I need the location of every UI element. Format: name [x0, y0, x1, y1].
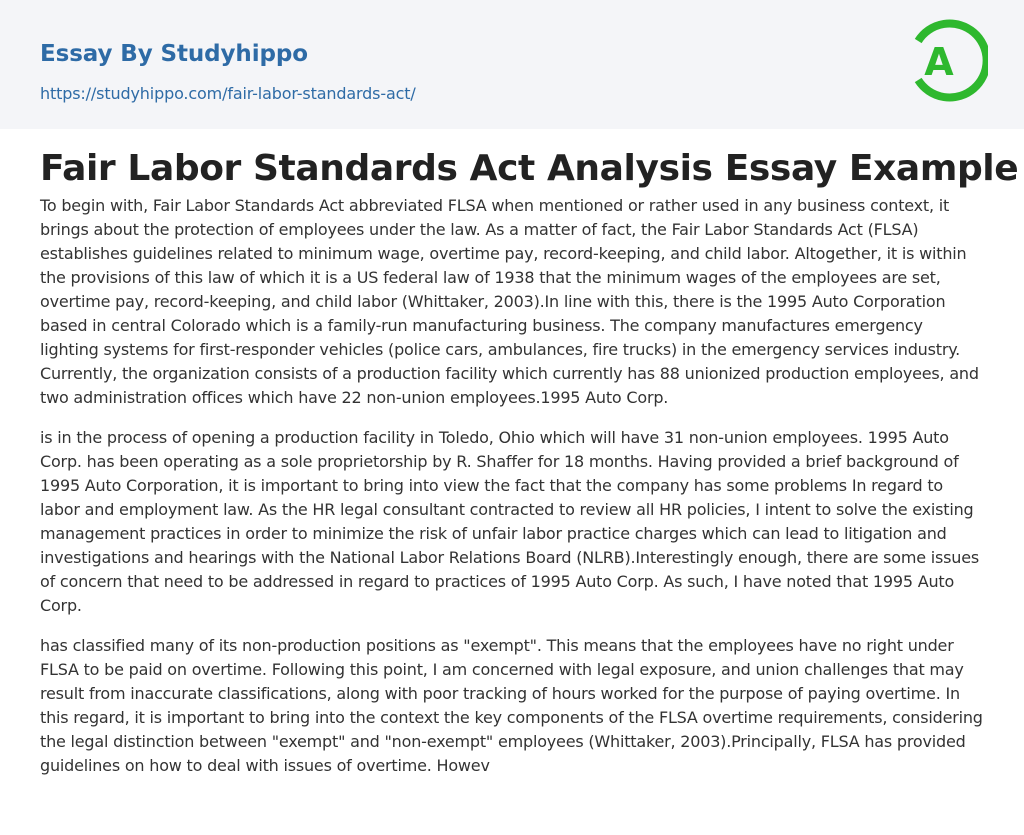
site-header: [0, 0, 1024, 129]
page-title: Fair Labor Standards Act Analysis Essay Example: [40, 148, 1019, 189]
article-paragraph: has classified many of its non-production positions as "exempt". This means that the employees have no right under FLSA to be paid on overtime. Following this point, I am concerned with legal exposure, and union challenges that may result from inaccurate classifications, along with poor tracking of hours worked for the purpose of paying overtime. In this regard, it is important to bring into the context the key components of the FLSA overtime requirements, considering the legal distinction between "exempt" and "non-exempt" employees (Whittaker, 2003).Principally, FLSA has provided guidelines on how to deal with issues of overtime. Howev: [40, 636, 983, 775]
site-name[interactable]: Essay By Studyhippo: [40, 41, 308, 67]
page-url-link[interactable]: https://studyhippo.com/fair-labor-standards-act/: [40, 84, 416, 103]
article-paragraph: is in the process of opening a production facility in Toledo, Ohio which will have 31 non-union employees. 1995 Auto Corp. has been operating as a sole proprietorship by R. Shaffer for 18 months. Having provided a brief background of 1995 Auto Corporation, it is important to bring into view the fact that the company has some problems In regard to labor and employment law. As the HR legal consultant contracted to review all HR policies, I intent to solve the existing management practices in order to minimize the risk of unfair labor practice charges which can lead to litigation and investigations and hearings with the National Labor Relations Board (NLRB).Interestingly enough, there are some issues of concern that need to be addressed in regard to practices of 1995 Auto Corp. As such, I have noted that 1995 Auto Corp.: [40, 428, 980, 615]
studyhippo-logo-icon[interactable]: [908, 16, 988, 106]
article: [0, 129, 1024, 778]
logo-letter: A: [924, 40, 954, 84]
article-paragraph: To begin with, Fair Labor Standards Act abbreviated FLSA when mentioned or rather used in any business context, it brings about the protection of employees under the law. As a matter of fact, the Fair Labor Standards Act (FLSA) establishes guidelines related to minimum wage, overtime pay, record-keeping, and child labor. Altogether, it is within the provisions of this law of which it is a US federal law of 1938 that the minimum wages of the employees are set, overtime pay, record-keeping, and child labor (Whittaker, 2003).In line with this, there is the 1995 Auto Corporation based in central Colorado which is a family-run manufacturing business. The company manufactures emergency lighting systems for first-responder vehicles (police cars, ambulances, fire trucks) in the emergency services industry. Currently, the organization consists of a production facility which currently has 88 unionized production employees, and two administration offices which have 22 non-union employees.1995 Auto Corp.: [40, 196, 979, 407]
